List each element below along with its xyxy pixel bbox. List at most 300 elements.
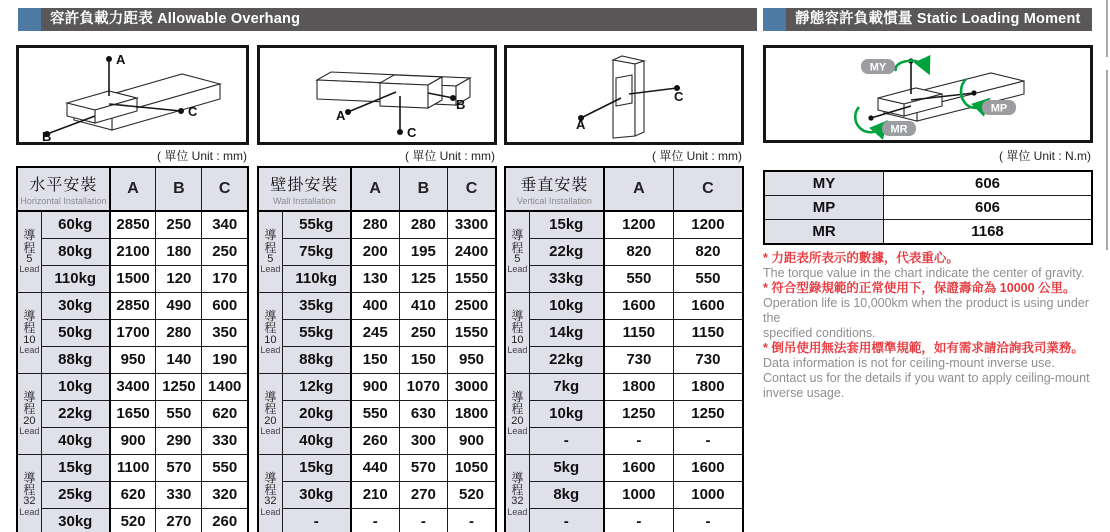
value-cell: 250 [399, 319, 447, 346]
value-cell: 1200 [604, 211, 674, 238]
value-cell: 1800 [604, 373, 674, 400]
value-cell: 1200 [673, 211, 743, 238]
lead-zh-char: 程 [264, 321, 277, 336]
lead-en: Lead [507, 264, 528, 274]
value-cell: 125 [399, 265, 447, 292]
value-cell: 400 [351, 292, 399, 319]
column-header: C [673, 167, 743, 211]
weight-cell: 110kg [282, 265, 351, 292]
weight-cell: 12kg [282, 373, 351, 400]
lead-zh-char: 導 [23, 390, 36, 405]
unit-label-mm: ( 單位 Unit : mm) [405, 149, 495, 163]
mr-rotation-arrow-icon [855, 107, 882, 132]
lead-number: 20 [23, 414, 36, 427]
lead-cell [505, 454, 529, 532]
value-cell: 820 [673, 238, 743, 265]
data-row [505, 454, 743, 481]
lead-zh-char: 程 [23, 402, 36, 417]
value-cell: 900 [110, 427, 156, 454]
note-zh-line: * 倒吊使用無法套用標準規範，如有需求請洽詢我司業務。 [763, 341, 1084, 355]
moment-value: 606 [884, 171, 1093, 196]
installation-title-en: Horizontal Installation [20, 196, 107, 206]
lead-cell [505, 373, 529, 454]
value-cell: - [604, 427, 674, 454]
lead-number: 20 [264, 414, 277, 427]
weight-cell: - [282, 508, 351, 532]
lead-en: Lead [507, 344, 528, 355]
weight-cell: 55kg [282, 319, 351, 346]
lead-zh-char: 導 [23, 470, 36, 485]
lead-zh-char: 程 [23, 483, 36, 498]
value-cell: 200 [351, 238, 399, 265]
lead-zh-char: 導 [23, 309, 36, 324]
installation-title-en: Vertical Installation [516, 196, 592, 206]
moment-label: MY [764, 171, 884, 196]
value-cell: 2400 [448, 238, 496, 265]
value-cell: 550 [202, 454, 248, 481]
lead-number: 32 [264, 495, 277, 508]
lead-en: Lead [19, 264, 40, 274]
value-cell: 2850 [110, 292, 156, 319]
weight-cell: 88kg [41, 346, 110, 373]
overhang-table [504, 166, 744, 532]
lead-zh-char: 導 [264, 309, 277, 324]
note-zh-line: * 力距表所表示的數據，代表重心。 [763, 251, 959, 265]
weight-cell: 20kg [282, 400, 351, 427]
value-cell: 1070 [399, 373, 447, 400]
weight-cell: 7kg [529, 373, 604, 400]
right-section-title: 靜態容許負載慣量 Static Loading Moment [795, 11, 1081, 27]
lead-number: 32 [511, 495, 524, 508]
data-row [17, 454, 248, 481]
value-cell: 1050 [448, 454, 496, 481]
value-cell: 550 [673, 265, 743, 292]
lead-zh-char: 程 [511, 321, 524, 336]
weight-cell: 80kg [41, 238, 110, 265]
weight-cell: 50kg [41, 319, 110, 346]
value-cell: 260 [351, 427, 399, 454]
value-cell: 1250 [604, 400, 674, 427]
value-cell: 1800 [673, 373, 743, 400]
value-cell: 550 [156, 400, 202, 427]
wall-overhang-table-wrap [257, 166, 497, 532]
weight-cell: 15kg [41, 454, 110, 481]
data-row [505, 373, 743, 400]
lead-zh-char: 程 [264, 240, 277, 255]
weight-cell: 110kg [41, 265, 110, 292]
value-cell: 1250 [673, 400, 743, 427]
value-cell: - [673, 427, 743, 454]
lead-cell [505, 211, 529, 292]
unit-label-mm: ( 單位 Unit : mm) [157, 149, 247, 163]
data-row [17, 400, 248, 427]
wall-installation-column [257, 0, 497, 532]
overhang-table [16, 166, 249, 532]
value-cell: 900 [448, 427, 496, 454]
lead-zh-char: 導 [511, 470, 524, 485]
moment-table [763, 170, 1093, 245]
value-cell: 1250 [156, 373, 202, 400]
value-cell: 150 [399, 346, 447, 373]
lead-number: 10 [511, 333, 524, 346]
table-header-row [258, 167, 496, 211]
weight-cell: - [529, 427, 604, 454]
data-row [258, 454, 496, 481]
weight-cell: 14kg [529, 319, 604, 346]
value-cell: - [351, 508, 399, 532]
lead-zh-char: 程 [511, 402, 524, 417]
weight-cell: 22kg [529, 346, 604, 373]
lead-cell [17, 292, 41, 373]
data-row [17, 265, 248, 292]
value-cell: 1800 [448, 400, 496, 427]
weight-cell: 30kg [41, 292, 110, 319]
horizontal-overhang-diagram [16, 45, 249, 145]
page-edge-line [1106, 0, 1108, 57]
column-header: C [202, 167, 248, 211]
value-cell: 3000 [448, 373, 496, 400]
data-row [17, 481, 248, 508]
vertical-overhang-table-wrap [504, 166, 744, 532]
weight-cell: 10kg [41, 373, 110, 400]
value-cell: 245 [351, 319, 399, 346]
data-row [505, 427, 743, 454]
my-badge [861, 59, 895, 74]
data-row [258, 292, 496, 319]
value-cell: 410 [399, 292, 447, 319]
value-cell: 630 [399, 400, 447, 427]
value-cell: - [604, 508, 674, 532]
value-cell: 1150 [673, 319, 743, 346]
lead-en: Lead [19, 506, 40, 517]
lead-en: Lead [19, 344, 40, 355]
data-row [258, 211, 496, 238]
lead-zh-char: 導 [264, 390, 277, 405]
weight-cell: 60kg [41, 211, 110, 238]
lead-zh-char: 導 [264, 470, 277, 485]
left-section-title: 容許負載力距表 Allowable Overhang [50, 11, 301, 27]
weight-cell: 8kg [529, 481, 604, 508]
value-cell: 1600 [673, 292, 743, 319]
value-cell: 2100 [110, 238, 156, 265]
value-cell: 1700 [110, 319, 156, 346]
lead-zh-char: 程 [511, 240, 524, 255]
value-cell: 1600 [673, 454, 743, 481]
value-cell: 250 [202, 238, 248, 265]
value-cell: 2500 [448, 292, 496, 319]
table-header-row [17, 167, 248, 211]
installation-title [505, 167, 604, 211]
value-cell: 570 [156, 454, 202, 481]
value-cell: 950 [110, 346, 156, 373]
weight-cell: 10kg [529, 400, 604, 427]
lead-en: Lead [260, 264, 281, 274]
value-cell: 320 [202, 481, 248, 508]
horizontal-rail-drawing-icon [19, 48, 246, 142]
data-row [258, 427, 496, 454]
moment-row [764, 171, 1092, 196]
weight-cell: 30kg [41, 508, 110, 532]
value-cell: 950 [448, 346, 496, 373]
axis-label-a: A [116, 52, 126, 67]
data-row [505, 481, 743, 508]
weight-cell: 30kg [282, 481, 351, 508]
value-cell: 900 [351, 373, 399, 400]
lead-en: Lead [260, 425, 281, 436]
value-cell: 3300 [448, 211, 496, 238]
axis-label-b: B [456, 97, 466, 112]
data-row [505, 319, 743, 346]
value-cell: 490 [156, 292, 202, 319]
lead-cell [17, 454, 41, 532]
column-header: A [351, 167, 399, 211]
weight-cell: 75kg [282, 238, 351, 265]
weight-cell: 88kg [282, 346, 351, 373]
wall-overhang-diagram [257, 45, 497, 145]
value-cell: 340 [202, 211, 248, 238]
lead-zh-char: 程 [264, 402, 277, 417]
mr-badge [882, 121, 916, 136]
moment-value: 1168 [884, 220, 1093, 245]
data-row [505, 292, 743, 319]
weight-cell: 15kg [529, 211, 604, 238]
note-en-line: inverse usage. [763, 386, 845, 400]
data-row [17, 211, 248, 238]
value-cell: - [448, 508, 496, 532]
axis-label-a: A [336, 108, 346, 123]
value-cell: 520 [448, 481, 496, 508]
lead-number: 5 [514, 252, 521, 265]
lead-cell [258, 373, 282, 454]
value-cell: 1650 [110, 400, 156, 427]
value-cell: 300 [399, 427, 447, 454]
value-cell: 1000 [673, 481, 743, 508]
lead-number: 5 [267, 252, 274, 265]
value-cell: 1550 [448, 319, 496, 346]
data-row [17, 346, 248, 373]
vertical-installation-column [504, 0, 744, 532]
svg-text:MY: MY [869, 61, 887, 74]
axis-label-a: A [576, 117, 586, 132]
value-cell: 280 [156, 319, 202, 346]
installation-title-zh: 垂直安裝 [520, 177, 589, 194]
weight-cell: 33kg [529, 265, 604, 292]
note-zh-line: * 符合型錄規範的正常使用下，保證壽命為 10000 公里。 [763, 281, 1076, 295]
weight-cell: 22kg [529, 238, 604, 265]
moment-diagram [763, 45, 1093, 143]
lead-zh-char: 程 [264, 483, 277, 498]
value-cell: 820 [604, 238, 674, 265]
value-cell: 190 [202, 346, 248, 373]
value-cell: 270 [399, 481, 447, 508]
lead-number: 20 [511, 414, 524, 427]
value-cell: 150 [351, 346, 399, 373]
column-header: B [399, 167, 447, 211]
value-cell: 550 [604, 265, 674, 292]
value-cell: 1600 [604, 292, 674, 319]
overhang-table [257, 166, 497, 532]
weight-cell: 35kg [282, 292, 351, 319]
value-cell: 620 [202, 400, 248, 427]
axis-label-b: B [42, 129, 52, 142]
value-cell: 570 [399, 454, 447, 481]
note-en-line: Operation life is 10,000km when the product is using under the [763, 296, 1089, 325]
value-cell: 600 [202, 292, 248, 319]
weight-cell: 5kg [529, 454, 604, 481]
column-header: A [604, 167, 674, 211]
lead-number: 32 [23, 495, 36, 508]
note-en-line: Data information is not for ceiling-mount inverse use. [763, 356, 1055, 370]
data-row [17, 319, 248, 346]
value-cell: 120 [156, 265, 202, 292]
axis-label-c: C [188, 104, 198, 119]
moment-label: MR [764, 220, 884, 245]
value-cell: 1100 [110, 454, 156, 481]
svg-text:MR: MR [890, 123, 908, 136]
axis-label-c: C [407, 125, 417, 140]
lead-number: 10 [23, 333, 36, 346]
data-row [258, 481, 496, 508]
value-cell: 140 [156, 346, 202, 373]
value-cell: 210 [351, 481, 399, 508]
value-cell: 270 [156, 508, 202, 532]
moment-table-wrap [763, 170, 1093, 245]
unit-label-nm: ( 單位 Unit : N.m) [999, 149, 1091, 163]
weight-cell: 22kg [41, 400, 110, 427]
column-header: A [110, 167, 156, 211]
value-cell: 3400 [110, 373, 156, 400]
lead-number: 10 [264, 333, 277, 346]
lead-cell [505, 292, 529, 373]
lead-zh-char: 導 [511, 390, 524, 405]
value-cell: 1550 [448, 265, 496, 292]
page-edge-line [1106, 70, 1108, 250]
data-row [505, 346, 743, 373]
weight-cell: 40kg [41, 427, 110, 454]
moment-row [764, 220, 1092, 245]
moment-label: MP [764, 196, 884, 220]
data-row [17, 373, 248, 400]
svg-text:MP: MP [990, 102, 1008, 115]
value-cell: 250 [156, 211, 202, 238]
data-row [258, 508, 496, 532]
value-cell: 260 [202, 508, 248, 532]
weight-cell: 40kg [282, 427, 351, 454]
data-row [258, 373, 496, 400]
value-cell: 350 [202, 319, 248, 346]
value-cell: 280 [351, 211, 399, 238]
static-loading-moment-column [763, 0, 1093, 532]
moment-row [764, 196, 1092, 220]
value-cell: 730 [673, 346, 743, 373]
value-cell: 1500 [110, 265, 156, 292]
note-en-line: The torque value in the chart indicate the center of gravity. [763, 266, 1085, 280]
horizontal-overhang-table-wrap [16, 166, 249, 532]
data-row [505, 265, 743, 292]
data-row [505, 211, 743, 238]
horizontal-installation-column [16, 0, 249, 532]
value-cell: 1400 [202, 373, 248, 400]
data-row [258, 400, 496, 427]
axis-label-c: C [674, 89, 684, 104]
weight-cell: 10kg [529, 292, 604, 319]
installation-title [258, 167, 351, 211]
data-row [258, 346, 496, 373]
lead-en: Lead [507, 425, 528, 436]
lead-zh-char: 程 [23, 240, 36, 255]
lead-en: Lead [19, 425, 40, 436]
value-cell: 195 [399, 238, 447, 265]
moment-value: 606 [884, 196, 1093, 220]
table-header-row [505, 167, 743, 211]
value-cell: 1150 [604, 319, 674, 346]
installation-title-en: Wall Installation [273, 196, 336, 206]
lead-zh-char: 導 [511, 309, 524, 324]
lead-zh-char: 導 [511, 228, 524, 243]
value-cell: 440 [351, 454, 399, 481]
lead-cell [258, 211, 282, 292]
lead-cell [258, 454, 282, 532]
lead-en: Lead [260, 344, 281, 355]
data-row [17, 427, 248, 454]
lead-number: 5 [26, 252, 33, 265]
value-cell: 620 [110, 481, 156, 508]
weight-cell: - [529, 508, 604, 532]
column-header: C [448, 167, 496, 211]
data-row [258, 319, 496, 346]
value-cell: 280 [399, 211, 447, 238]
note-en-line: specified conditions. [763, 326, 876, 340]
data-row [258, 238, 496, 265]
lead-en: Lead [260, 506, 281, 517]
mp-badge [982, 100, 1016, 115]
lead-zh-char: 導 [23, 228, 36, 243]
lead-cell [258, 292, 282, 373]
lead-cell [17, 211, 41, 292]
moment-rail-drawing-icon [766, 48, 1090, 140]
value-cell: 1000 [604, 481, 674, 508]
value-cell: 130 [351, 265, 399, 292]
data-row [17, 238, 248, 265]
value-cell: 330 [202, 427, 248, 454]
vertical-overhang-diagram [504, 45, 744, 145]
value-cell: 330 [156, 481, 202, 508]
weight-cell: 15kg [282, 454, 351, 481]
data-row [505, 238, 743, 265]
installation-title-zh: 水平安裝 [29, 177, 98, 194]
value-cell: 730 [604, 346, 674, 373]
note-en-line: Contact us for the details if you want to apply ceiling-mount [763, 371, 1090, 385]
value-cell: 180 [156, 238, 202, 265]
wall-rail-drawing-icon [260, 48, 494, 142]
value-cell: 290 [156, 427, 202, 454]
value-cell: - [673, 508, 743, 532]
installation-title-zh: 壁掛安裝 [270, 177, 339, 194]
value-cell: 1600 [604, 454, 674, 481]
data-row [505, 508, 743, 532]
installation-title [17, 167, 110, 211]
value-cell: 2850 [110, 211, 156, 238]
footnotes [763, 251, 1093, 401]
lead-zh-char: 程 [23, 321, 36, 336]
unit-label-mm: ( 單位 Unit : mm) [652, 149, 742, 163]
value-cell: 170 [202, 265, 248, 292]
data-row [505, 400, 743, 427]
lead-en: Lead [507, 506, 528, 517]
lead-zh-char: 導 [264, 228, 277, 243]
column-header: B [156, 167, 202, 211]
weight-cell: 25kg [41, 481, 110, 508]
